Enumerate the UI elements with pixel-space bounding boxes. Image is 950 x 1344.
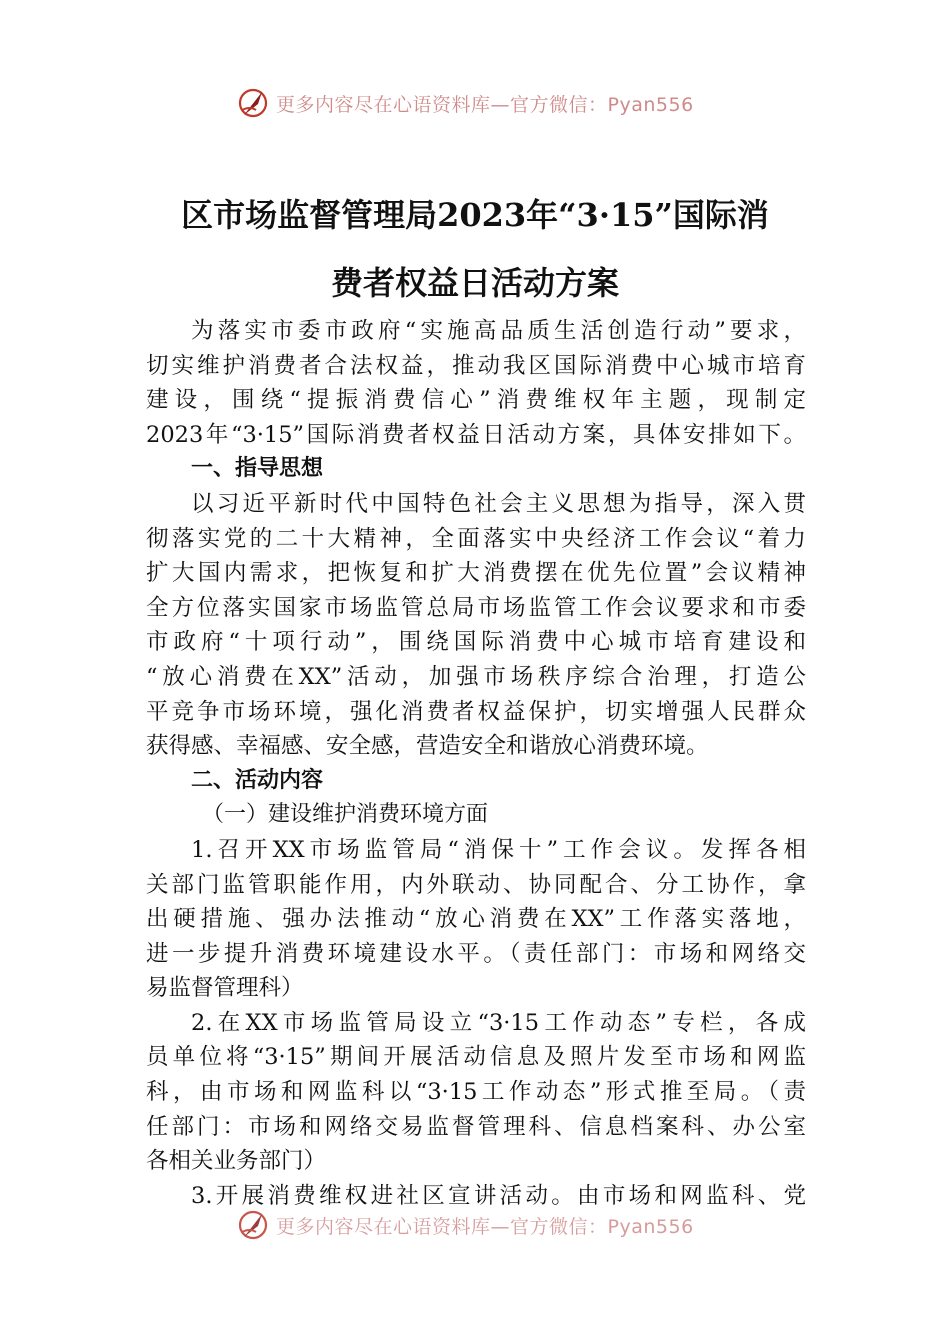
body-line: 易监督管理科）: [146, 975, 304, 1002]
body-line: 全方位落实国家市场监管总局市场监管工作会议要求和市委: [146, 594, 806, 621]
body-line: 关部门监管职能作用，内外联动、协同配合、分工协作，拿: [146, 871, 806, 898]
body-line: 获得感、幸福感、安全感，营造安全和谐放心消费环境。: [146, 733, 709, 760]
body-line: 科，由市场和网监科以“3·15工作动态”形式推至局。（责: [146, 1079, 806, 1106]
body-line: 3.开展消费维权进社区宣讲活动。由市场和网监科、党: [191, 1182, 806, 1209]
subsection-heading: （一）建设维护消费环境方面: [202, 802, 489, 828]
document-title-line1: 区市场监督管理局2023年“3·15”国际消: [181, 196, 769, 234]
body-line: “放心消费在XX”活动，加强市场秩序综合治理，打造公: [146, 663, 806, 690]
watermark-top: [236, 86, 694, 120]
body-line: 出硬措施、强办法推动“放心消费在XX”工作落实落地，: [146, 906, 806, 933]
quill-logo-icon: [236, 86, 270, 120]
document-title-line2: 费者权益日活动方案: [330, 264, 619, 302]
body-line: 以习近平新时代中国特色社会主义思想为指导，深入贯: [191, 490, 806, 517]
body-line: 各相关业务部门）: [146, 1148, 327, 1175]
body-line: 1.召开XX市场监管局“消保十”工作会议。发挥各相: [191, 836, 806, 863]
section-heading: 二、活动内容: [191, 767, 324, 793]
body-line: 2023年“3·15”国际消费者权益日活动方案，具体安排如下。: [146, 421, 806, 448]
body-line: 建设，围绕“提振消费信心”消费维权年主题，现制定: [146, 387, 806, 414]
body-line: 进一步提升消费环境建设水平。（责任部门：市场和网络交: [146, 940, 806, 967]
body-line: 为落实市委市政府“实施高品质生活创造行动”要求，: [191, 318, 806, 344]
section-heading: 一、指导思想: [191, 456, 324, 482]
body-line: 员单位将“3·15”期间开展活动信息及照片发至市场和网监: [146, 1044, 806, 1071]
body-line: 扩大国内需求，把恢复和扩大消费摆在优先位置”会议精神: [146, 560, 806, 587]
watermark-bottom: [236, 1208, 694, 1242]
document-body: [146, 314, 806, 1213]
quill-logo-icon: [236, 1208, 270, 1242]
body-line: 彻落实党的二十大精神，全面落实中央经济工作会议“着力: [146, 525, 806, 552]
watermark-text: 更多内容尽在心语资料库—官方微信：Pyan556: [276, 93, 694, 116]
body-line: 切实维护消费者合法权益，推动我区国际消费中心城市培育: [146, 352, 806, 379]
body-line: 平竞争市场环境，强化消费者权益保护，切实增强人民群众: [146, 698, 806, 725]
body-line: 任部门：市场和网络交易监督管理科、信息档案科、办公室: [146, 1113, 806, 1140]
body-line: 市政府“十项行动”，围绕国际消费中心城市培育建设和: [146, 629, 806, 656]
body-line: 2.在XX市场监管局设立“3·15工作动态”专栏，各成: [191, 1009, 806, 1036]
watermark-text: 更多内容尽在心语资料库—官方微信：Pyan556: [276, 1215, 694, 1238]
